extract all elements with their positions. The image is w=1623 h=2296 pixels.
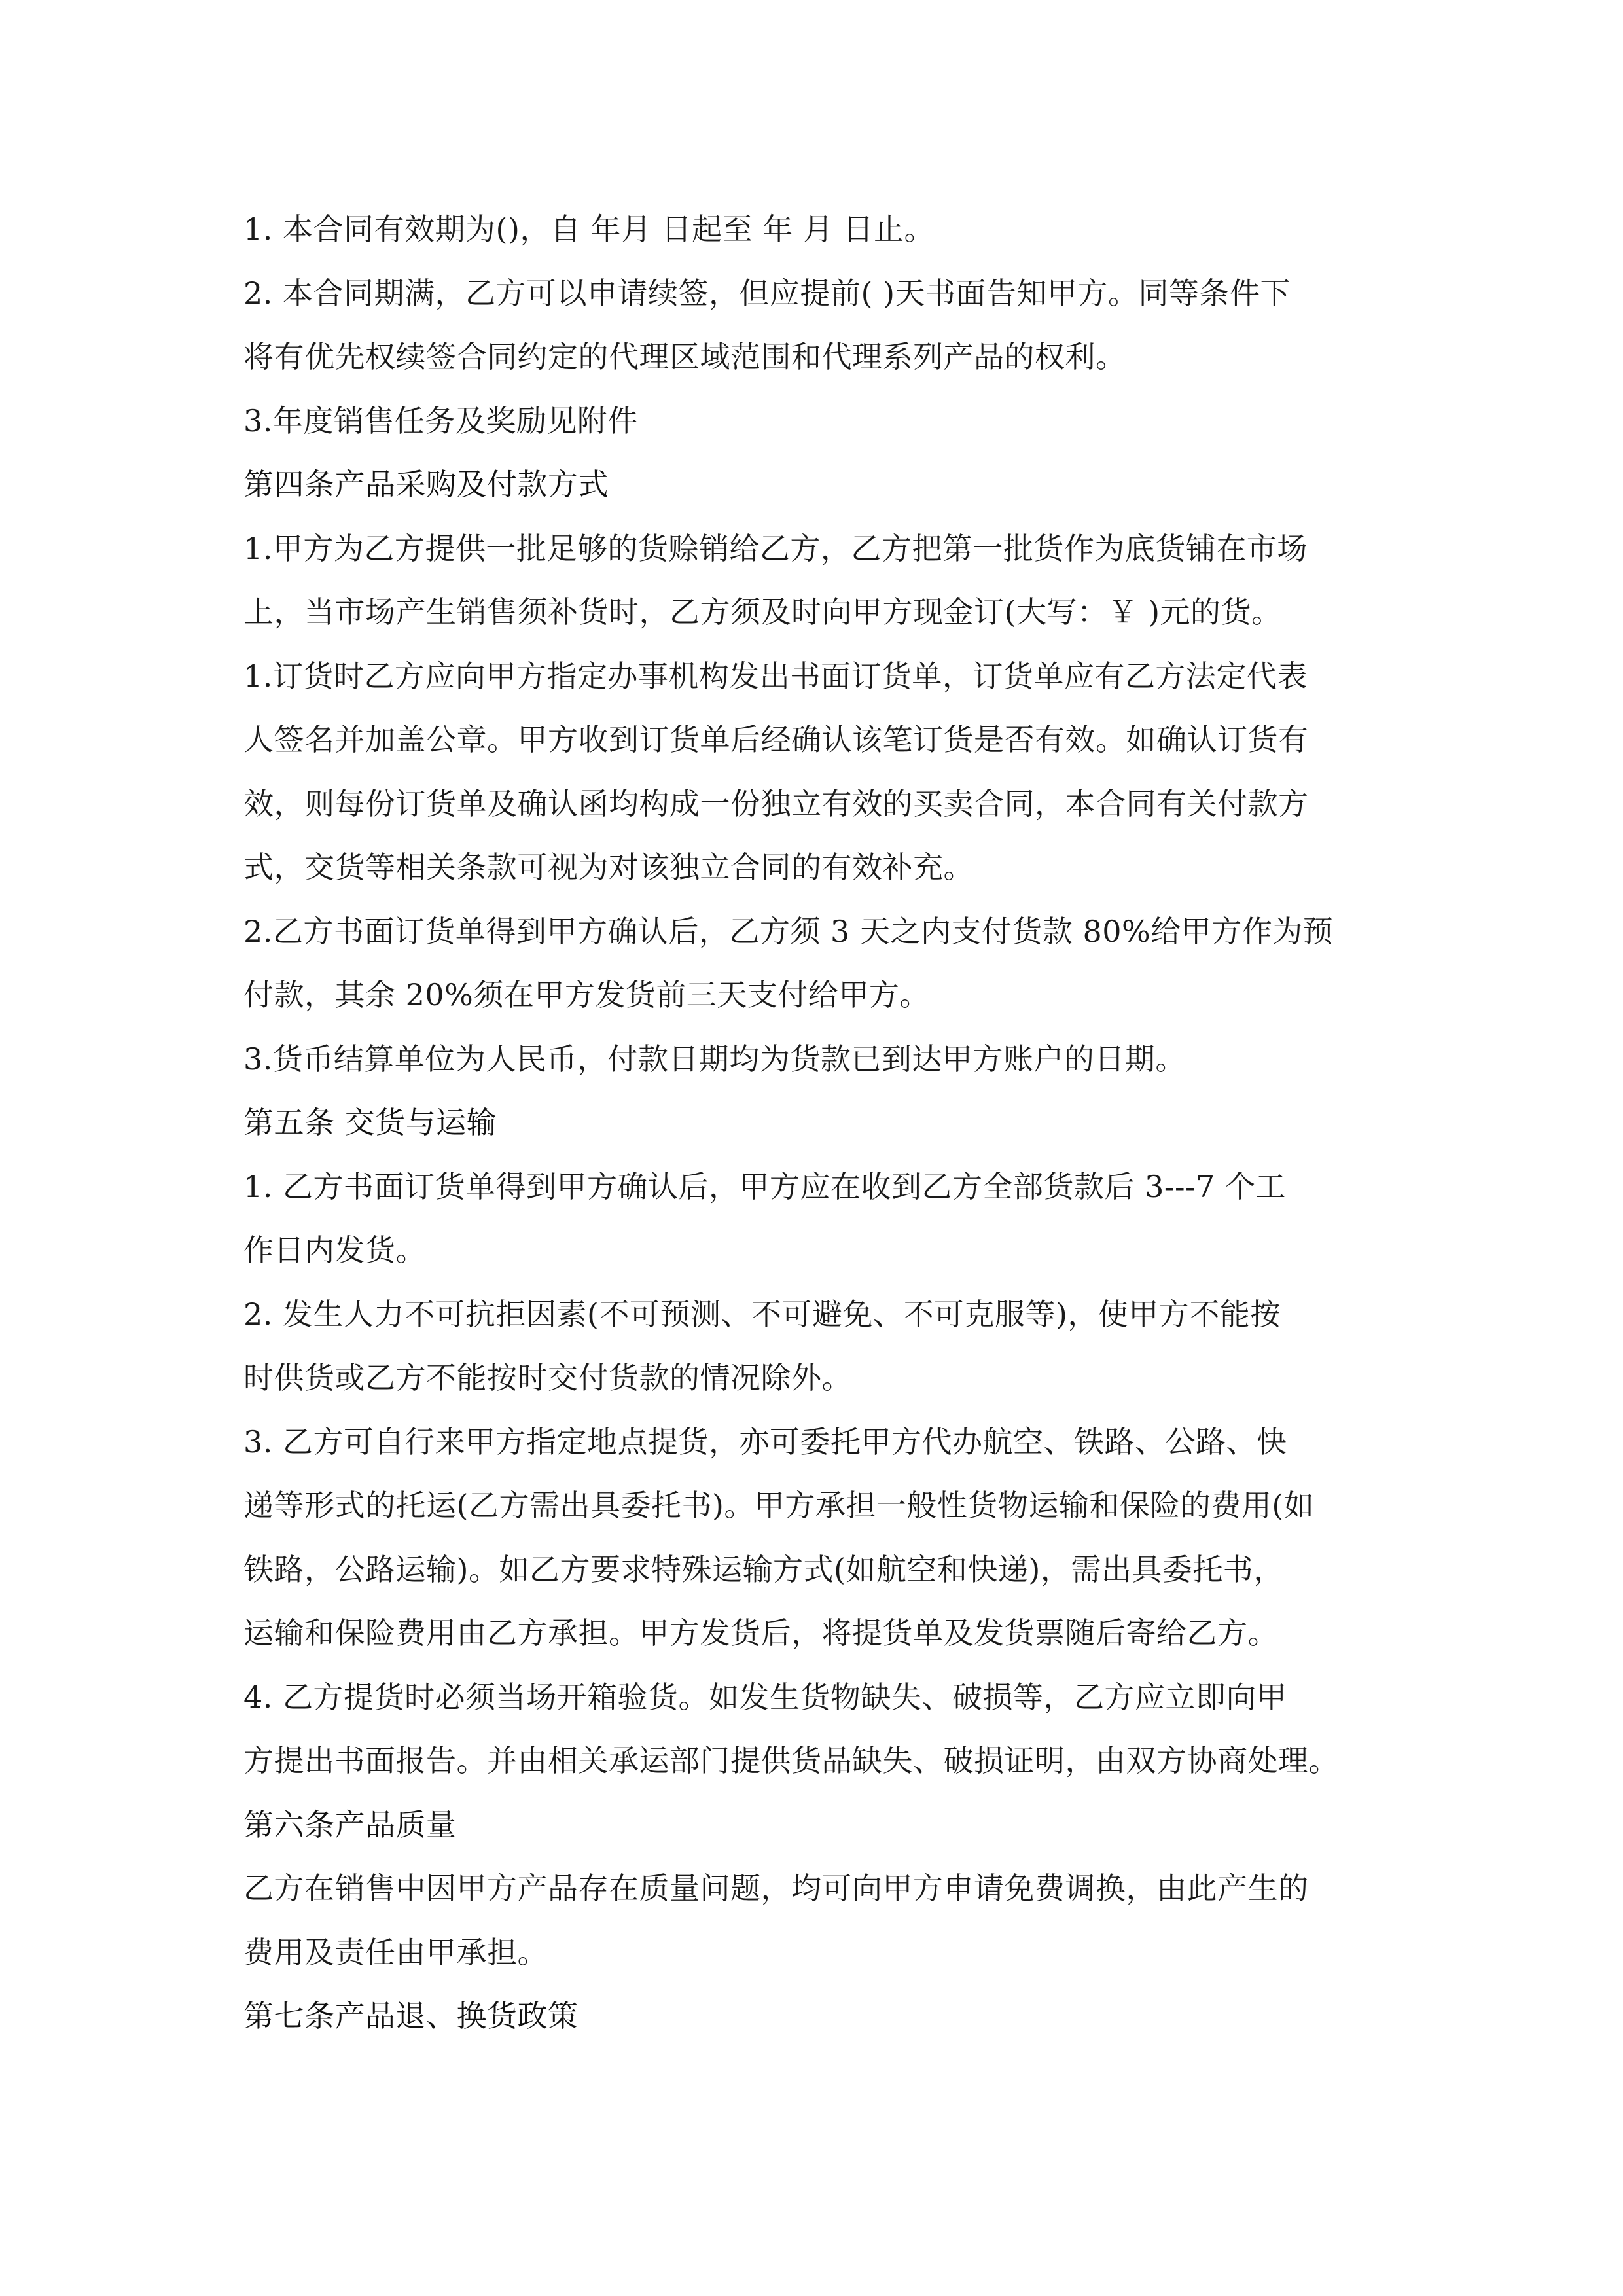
clause-line: 2.乙方书面订货单得到甲方确认后，乙方须 3 天之内支付货款 80%给甲方作为预 (243, 913, 1334, 949)
section-heading: 第四条产品采购及付款方式 (243, 467, 609, 502)
clause-line: 运输和保险费用由乙方承担。甲方发货后，将提货单及发货票随后寄给乙方。 (243, 1615, 1278, 1651)
clause-line: 3.货币结算单位为人民币，付款日期均为货款已到达甲方账户的日期。 (243, 1041, 1186, 1077)
clause-line: 1. 本合同有效期为()，自 年月 日起至 年 月 日止。 (243, 211, 935, 247)
clause-line: 1.订货时乙方应向甲方指定办事机构发出书面订货单，订货单应有乙方法定代表 (243, 658, 1308, 694)
clause-line: 铁路，公路运输)。如乙方要求特殊运输方式(如航空和快递)，需出具委托书， (243, 1551, 1284, 1587)
clause-line: 4. 乙方提货时必须当场开箱验货。如发生货物缺失、破损等，乙方应立即向甲 (243, 1679, 1287, 1715)
clause-line: 乙方在销售中因甲方产品存在质量问题，均可向甲方申请免费调换，由此产生的 (243, 1871, 1309, 1906)
clause-line: 方提出书面报告。并由相关承运部门提供货品缺失、破损证明，由双方协商处理。 (243, 1743, 1339, 1778)
clause-line: 式，交货等相关条款可视为对该独立合同的有效补充。 (243, 850, 974, 885)
clause-line: 3.年度销售任务及奖励见附件 (243, 403, 638, 439)
clause-line: 人签名并加盖公章。甲方收到订货单后经确认该笔订货是否有效。如确认订货有 (243, 722, 1309, 757)
clause-line: 费用及责任由甲承担。 (243, 1934, 548, 1970)
section-heading: 第五条 交货与运输 (243, 1105, 497, 1140)
clause-line: 时供货或乙方不能按时交付货款的情况除外。 (243, 1360, 852, 1395)
clause-line: 上，当市场产生销售须补货时，乙方须及时向甲方现金订(大写：￥ )元的货。 (243, 594, 1282, 630)
section-heading: 第六条产品质量 (243, 1806, 457, 1842)
clause-line: 递等形式的托运(乙方需出具委托书)。甲方承担一般性货物运输和保险的费用(如 (243, 1488, 1315, 1523)
clause-line: 作日内发货。 (243, 1232, 426, 1268)
clause-line: 效，则每份订货单及确认函均构成一份独立有效的买卖合同，本合同有关付款方 (243, 785, 1309, 821)
clause-line: 2. 本合同期满，乙方可以申请续签，但应提前( )天书面告知甲方。同等条件下 (243, 275, 1291, 311)
clause-line: 将有优先权续签合同约定的代理区域范围和代理系列产品的权利。 (243, 339, 1126, 374)
clause-line: 3. 乙方可自行来甲方指定地点提货，亦可委托甲方代办航空、铁路、公路、快 (243, 1424, 1287, 1460)
clause-line: 2. 发生人力不可抗拒因素(不可预测、不可避免、不可克服等)，使甲方不能按 (243, 1296, 1281, 1332)
clause-line: 付款，其余 20%须在甲方发货前三天支付给甲方。 (243, 977, 930, 1013)
clause-line: 1. 乙方书面订货单得到甲方确认后，甲方应在收到乙方全部货款后 3---7 个工 (243, 1168, 1286, 1204)
clause-line: 1.甲方为乙方提供一批足够的货赊销给乙方，乙方把第一批货作为底货铺在市场 (243, 530, 1308, 566)
document-body (243, 198, 1380, 2049)
section-heading: 第七条产品退、换货政策 (243, 1998, 579, 2034)
